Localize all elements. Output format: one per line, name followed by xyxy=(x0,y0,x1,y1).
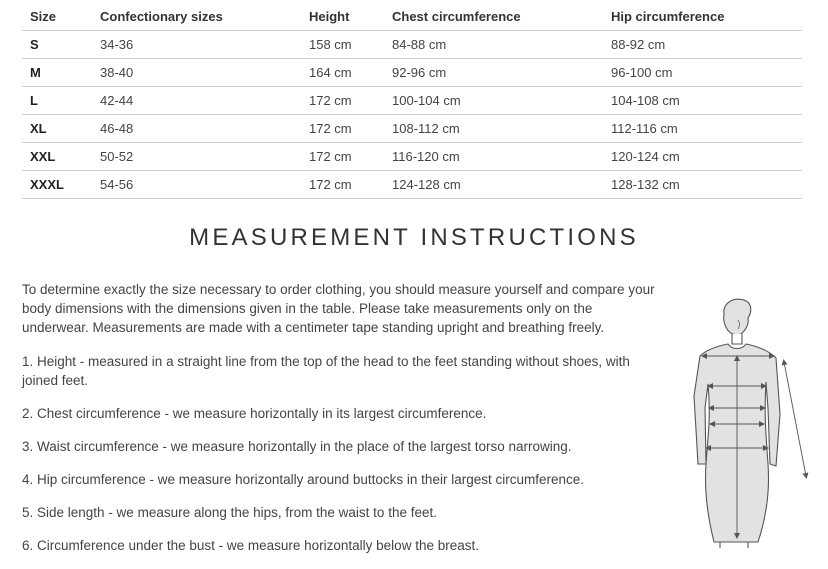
size-cell: XXL xyxy=(22,143,92,171)
hip-cell: 112-116 cm xyxy=(603,115,802,143)
table-row xyxy=(22,59,802,87)
instruction-step: 6. Circumference under the bust - we measure horizontally below the breast. xyxy=(22,538,479,553)
height-cell: 164 cm xyxy=(301,59,384,87)
hip-cell: 120-124 cm xyxy=(603,143,802,171)
height-cell: 158 cm xyxy=(301,31,384,59)
instruction-step: 2. Chest circumference - we measure horizontally in its largest circumference. xyxy=(22,406,487,421)
hip-cell: 88-92 cm xyxy=(603,31,802,59)
table-row xyxy=(22,31,802,59)
header-chest-circumference: Chest circumference xyxy=(384,2,603,31)
size-cell: M xyxy=(22,59,92,87)
confectionary-size-cell: 38-40 xyxy=(92,59,301,87)
table-row xyxy=(22,171,802,199)
chest-cell: 116-120 cm xyxy=(384,143,603,171)
header-hip-circumference: Hip circumference xyxy=(603,2,802,31)
size-cell: XXXL xyxy=(22,171,92,199)
instruction-step: 4. Hip circumference - we measure horizontally around buttocks in their largest circumference. xyxy=(22,472,584,487)
table-header-row xyxy=(22,2,802,31)
instruction-step: 5. Side length - we measure along the hips, from the waist to the feet. xyxy=(22,505,437,520)
hip-cell: 128-132 cm xyxy=(603,171,802,199)
confectionary-size-cell: 50-52 xyxy=(92,143,301,171)
size-cell: L xyxy=(22,87,92,115)
header-height: Height xyxy=(301,2,384,31)
section-title: MEASUREMENT INSTRUCTIONS xyxy=(189,224,639,251)
hip-cell: 96-100 cm xyxy=(603,59,802,87)
header-size: Size xyxy=(22,2,92,31)
confectionary-size-cell: 34-36 xyxy=(92,31,301,59)
header-confectionary-sizes: Confectionary sizes xyxy=(92,2,301,31)
instructions xyxy=(22,280,662,569)
height-cell: 172 cm xyxy=(301,171,384,199)
confectionary-size-cell: 42-44 xyxy=(92,87,301,115)
size-cell: XL xyxy=(22,115,92,143)
height-cell: 172 cm xyxy=(301,115,384,143)
size-table xyxy=(22,2,802,199)
chest-cell: 84-88 cm xyxy=(384,31,603,59)
confectionary-size-cell: 46-48 xyxy=(92,115,301,143)
intro-paragraph: To determine exactly the size necessary to order clothing, you should measure yourself and compare your body dimensions with the dimensions given in the table. Please take measurements only on the underwear. Measurements are made with a centimeter tape standing upright and breathing freely. xyxy=(22,282,655,335)
instruction-step: 3. Waist circumference - we measure horizontally in the place of the largest torso narrowing. xyxy=(22,439,572,454)
table-row xyxy=(22,87,802,115)
chest-cell: 108-112 cm xyxy=(384,115,603,143)
chest-cell: 100-104 cm xyxy=(384,87,603,115)
table-row xyxy=(22,115,802,143)
measurement-figure-icon xyxy=(688,296,814,551)
chest-cell: 92-96 cm xyxy=(384,59,603,87)
hip-cell: 104-108 cm xyxy=(603,87,802,115)
size-cell: S xyxy=(22,31,92,59)
height-cell: 172 cm xyxy=(301,87,384,115)
instruction-step: 1. Height - measured in a straight line from the top of the head to the feet standing without shoes, with joined feet. xyxy=(22,354,630,388)
chest-cell: 124-128 cm xyxy=(384,171,603,199)
height-cell: 172 cm xyxy=(301,143,384,171)
table-row xyxy=(22,143,802,171)
confectionary-size-cell: 54-56 xyxy=(92,171,301,199)
